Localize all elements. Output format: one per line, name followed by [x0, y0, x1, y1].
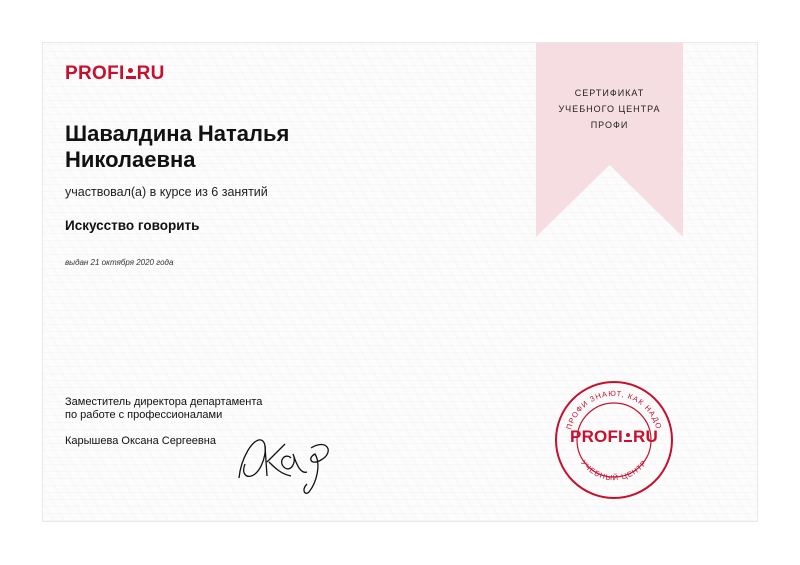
ribbon-line1: СЕРТИФИКАТ	[574, 88, 645, 98]
certificate-ribbon	[536, 43, 683, 237]
stamp-logo-right: RU	[632, 427, 658, 446]
stamp-top-text: ПРОФИ ЗНАЮТ, КАК НАДО	[564, 388, 664, 431]
certificate-sheet	[42, 42, 758, 522]
ribbon-line3: ПРОФИ	[590, 120, 629, 130]
ribbon-text	[536, 85, 683, 133]
profi-ru-logo	[65, 63, 165, 85]
course-title: Искусство говорить	[65, 218, 200, 233]
signature-image	[231, 418, 341, 498]
issue-date: выдан 21 октября 2020 года	[65, 258, 174, 267]
stamp-logo	[553, 427, 675, 447]
recipient-name	[65, 121, 485, 173]
ribbon-line2: УЧЕБНОГО ЦЕНТРА	[558, 104, 661, 114]
signer-name: Карышева Оксана Сергеевна	[65, 435, 216, 447]
logo-right: RU	[136, 63, 165, 84]
logo-mark-icon	[126, 70, 136, 79]
participation-text: участвовал(а) в курсе из 6 занятий	[65, 185, 268, 199]
recipient-name-line1: Шавалдина Наталья	[65, 121, 290, 146]
stamp-logo-left: PROFI	[570, 427, 623, 446]
svg-text:УЧЕБНЫЙ ЦЕНТР	[579, 458, 649, 482]
recipient-name-line2: Николаевна	[65, 147, 196, 172]
signer-title-line2: по работе с профессионалами	[65, 409, 223, 421]
logo-left: PROFI	[65, 63, 125, 84]
stamp-logo-mark-icon	[624, 434, 632, 442]
stamp-bottom-text: УЧЕБНЫЙ ЦЕНТР	[579, 458, 649, 483]
svg-text:ПРОФИ ЗНАЮТ, КАК НАДО	[564, 389, 663, 431]
signer-title-line1: Заместитель директора департамента	[65, 396, 263, 408]
